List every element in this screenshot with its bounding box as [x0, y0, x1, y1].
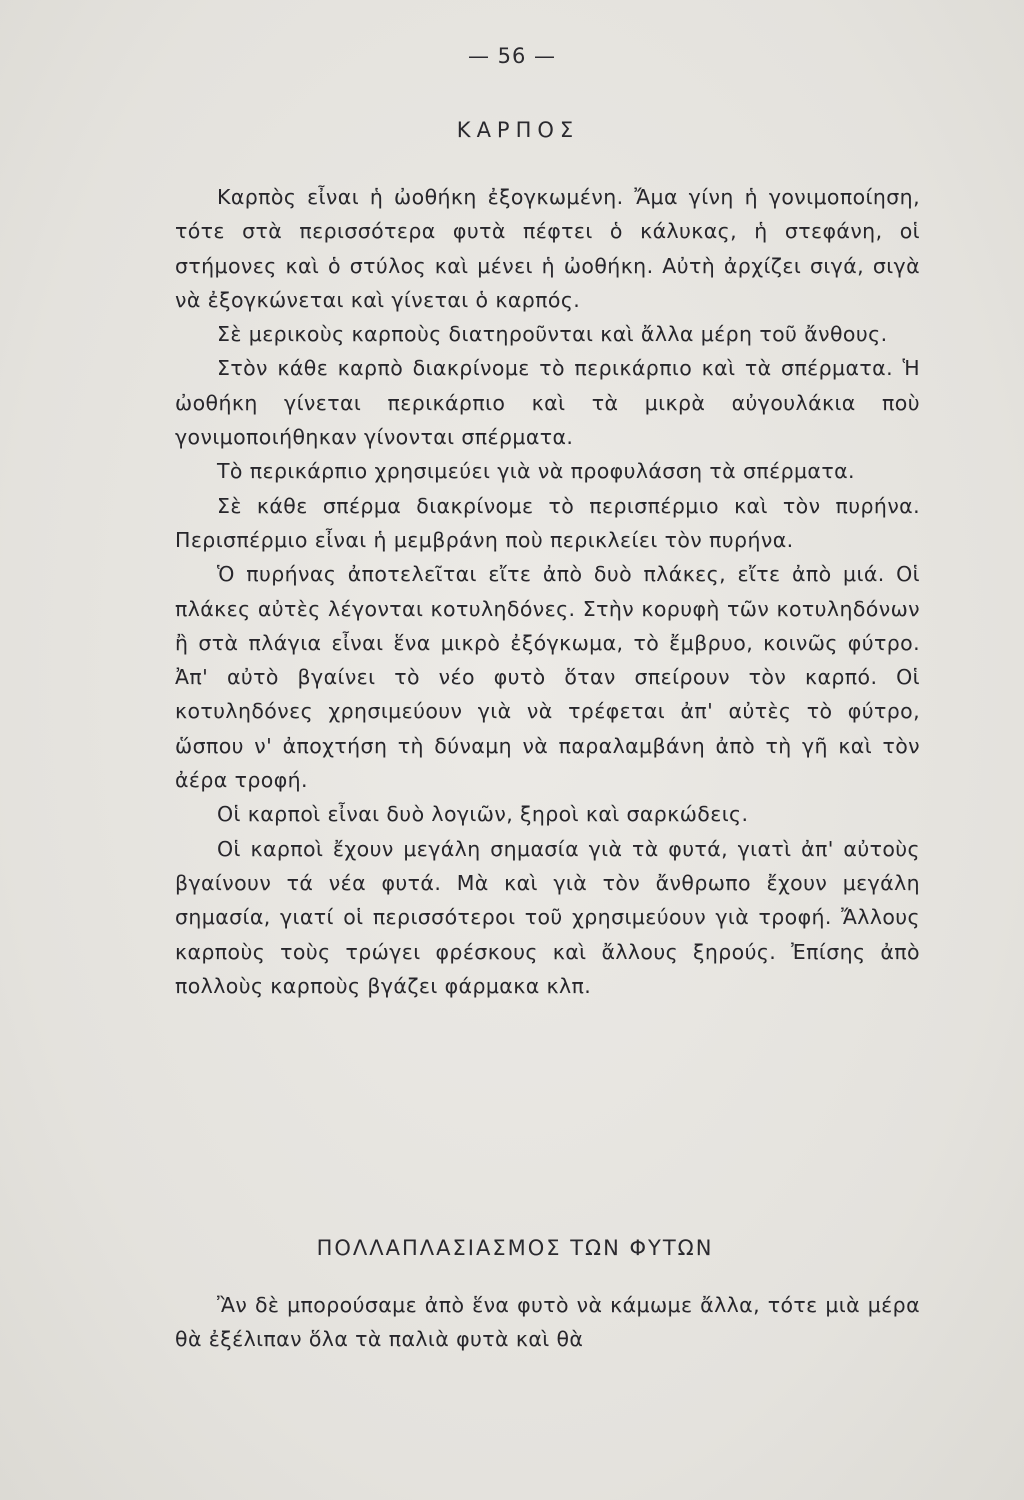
paragraph: Σὲ μερικοὺς καρποὺς διατηροῦνται καὶ ἄλλα μέρη τοῦ ἄνθους. [217, 322, 888, 347]
paragraph: Οἱ καρποὶ ἔχουν μεγάλη σημασία γιὰ τὰ φυτά, γιατὶ ἀπ' αὐτοὺς βγαίνουν τά νέα φυτά. Μὰ καὶ γιὰ τὸν ἄνθρωπο ἔχουν μεγάλη σημασία, γιατί οἱ περισσότεροι τοῦ χρησιμεύουν γιὰ τροφή. Ἄλλους καρποὺς τοὺς τρώγει φρέσκους καὶ ἄλλους ξηρούς. Ἐπίσης ἀπὸ πολλοὺς καρποὺς βγάζει φάρμακα κλπ. [175, 836, 920, 998]
paragraph: Τὸ περικάρπιο χρησιμεύει γιὰ νὰ προφυλάσση τὰ σπέρματα. [217, 459, 855, 484]
paragraph: Οἱ καρποὶ εἶναι δυὸ λογιῶν, ξηροὶ καὶ σαρκώδεις. [217, 802, 749, 827]
paragraph: Στὸν κάθε καρπὸ διακρίνομε τὸ περικάρπιο καὶ τὰ σπέρματα. Ἡ ὠοθήκη γίνεται περικάρπιο καὶ τὰ μικρὰ αὐγουλάκια ποὺ γονιμοποιήθηκαν γίνονται σπέρματα. [175, 356, 920, 450]
paragraph: Ἂν δὲ μπορούσαμε ἀπὸ ἕνα φυτὸ νὰ κάμωμε ἄλλα, τότε μιὰ μέρα θὰ ἐξέλιπαν ὅλα τὰ παλιὰ φυτὰ καὶ θὰ [175, 1293, 920, 1352]
section-title-pollaplasiasmos: ΠΟΛΛΑΠΛΑΣΙΑΣΜΟΣ ΤΩΝ ΦΥΤΩΝ [316, 1236, 714, 1260]
section-title-karpos: ΚΑΡΠΟΣ [456, 118, 580, 142]
page-number: — 56 — [467, 44, 557, 68]
paragraph: Καρπὸς εἶναι ἡ ὠοθήκη ἐξογκωμένη. Ἄμα γίνη ἡ γονιμοποίηση, τότε στὰ περισσότερα φυτὰ πέφτει ὁ κάλυκας, ἡ στεφάνη, οἱ στήμονες καὶ ὁ στύλος καὶ μένει ἡ ὠοθήκη. Αὐτὴ ἀρχίζει σιγά, σιγὰ νὰ ἐξογκώνεται καὶ γίνεται ὁ καρπός. [175, 185, 920, 312]
paragraph: Σὲ κάθε σπέρμα διακρίνομε τὸ περισπέρμιο καὶ τὸν πυρήνα. Περισπέρμιο εἶναι ἡ μεμβράνη ποὺ περικλείει τὸν πυρήνα. [175, 493, 920, 552]
section-body-pollaplasiasmos [175, 1288, 920, 1357]
paragraph: Ὁ πυρήνας ἀποτελεῖται εἴτε ἀπὸ δυὸ πλάκες, εἴτε ἀπὸ μιά. Οἱ πλάκες αὐτὲς λέγονται κοτυληδόνες. Στὴν κορυφὴ τῶν κοτυληδόνων ἢ στὰ πλάγια εἶναι ἕνα μικρὸ ἐξόγκωμα, τὸ ἔμβρυο, κοινῶς φύτρο. Ἀπ' αὐτὸ βγαίνει τὸ νέο φυτὸ ὅταν σπείρουν τὸν καρπό. Οἱ κοτυληδόνες χρησιμεύουν γιὰ νὰ τρέφεται ἀπ' αὐτὲς τὸ φύτρο, ὥσπου ν' ἀποχτήση τὴ δύναμη νὰ παραλαμβάνη ἀπὸ τὴ γῆ καὶ τὸν ἀέρα τροφή. [175, 562, 920, 793]
section-body-karpos [175, 180, 920, 1003]
